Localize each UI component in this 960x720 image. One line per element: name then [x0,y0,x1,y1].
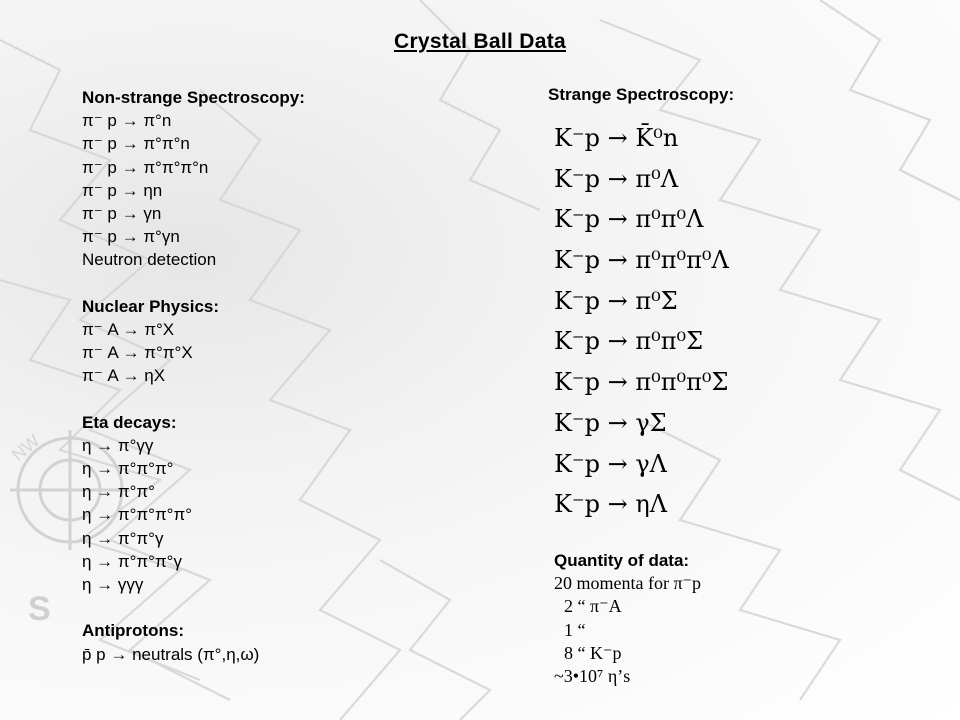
strange-reaction: K⁻p → π⁰π⁰π⁰Λ [554,246,729,275]
strange-reaction: K⁻p → π⁰Σ [554,286,678,315]
quantity-line: ~3•10⁷ η’s [554,665,631,686]
nuclear-line: π⁻ A → π°X [82,319,175,339]
quantity-line: 1 “ [564,619,586,640]
nonstrange-line: Neutron detection [82,250,217,270]
strange-reaction: K⁻p → K̄⁰n [554,124,679,152]
eta-line: η → π°π° [82,482,155,502]
svg-text:NW: NW [7,430,44,466]
quantity-section [554,549,701,688]
nonstrange-line: π⁻ p → π°γn [82,227,180,247]
strange-reaction: K⁻p → π⁰π⁰π⁰Σ [554,368,729,397]
antiprotons-heading: Antiprotons: [82,621,184,641]
left-column [82,86,305,666]
strange-reaction: K⁻p → π⁰Λ [554,164,679,193]
strange-heading-wrap [548,83,734,106]
strange-reaction: K⁻p → γΛ [554,449,668,478]
strange-reaction: K⁻p → γΣ [554,408,667,437]
nuclear-line: π⁻ A → π°π°X [82,343,193,363]
quantity-heading: Quantity of data: [554,551,690,570]
antiprotons-line: p̄ p → neutrals (π°,η,ω) [82,644,260,664]
eta-line: η → π°π°γ [82,528,164,548]
nuclear-line: π⁻ A → ηX [82,366,166,386]
eta-heading: Eta decays: [82,412,177,432]
nonstrange-line: π⁻ p → γn [82,203,162,223]
nuclear-heading: Nuclear Physics: [82,296,220,316]
eta-line: η → π°π°π°π° [82,505,193,525]
strange-reaction-list [554,118,729,525]
svg-text:S: S [28,590,51,628]
nonstrange-line: π⁻ p → π°n [82,111,172,131]
nonstrange-line: π⁻ p → π°π°n [82,134,190,154]
nonstrange-line: π⁻ p → ηn [82,180,163,200]
page-title: Crystal Ball Data [393,30,566,53]
eta-line: η → π°γγ [82,435,154,455]
quantity-line: 2 “ π⁻A [564,596,622,617]
quantity-line: 20 momenta for π⁻p [554,573,702,594]
eta-line: η → γγγ [82,574,144,594]
eta-line: η → π°π°π° [82,459,174,478]
quantity-line: 8 “ K⁻p [564,642,622,663]
eta-line: η → π°π°π°γ [82,551,182,571]
nonstrange-heading: Non-strange Spectroscopy: [82,88,305,107]
nonstrange-line: π⁻ p → π°π°π°n [82,157,209,177]
strange-heading: Strange Spectroscopy: [548,85,735,104]
strange-reaction: K⁻p → π⁰π⁰Σ [554,327,704,356]
strange-reaction: K⁻p → ηΛ [554,490,668,519]
strange-reaction: K⁻p → π⁰π⁰Λ [554,205,704,234]
